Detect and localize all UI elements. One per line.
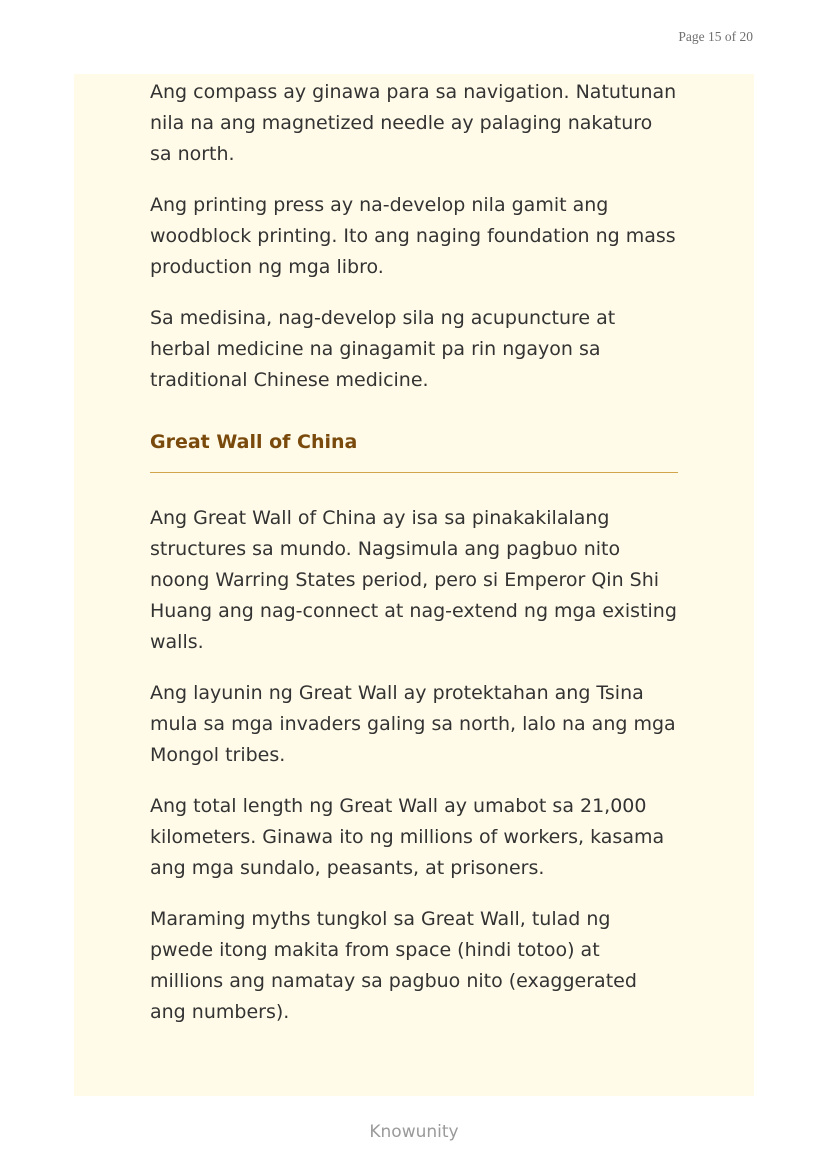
paragraph-great-wall-myths: Maraming myths tungkol sa Great Wall, tulad ng pwede itong makita from space (hindi totoo) at millions ang namatay sa pagbuo nito (exaggerated ang numbers). [150,908,637,1023]
footer-brand: Knowunity [369,1122,459,1142]
paragraph-great-wall-length: Ang total length ng Great Wall ay umabot sa 21,000 kilometers. Ginawa ito ng millions of workers, kasama ang mga sundalo, peasants, at prisoners. [150,795,665,879]
paragraph-compass: Ang compass ay ginawa para sa navigation. Natutunan nila na ang magnetized needle ay palaging nakaturo sa north. [150,81,677,165]
page-number: Page 15 of 20 [678,29,753,44]
paragraph-medicine: Sa medisina, nag-develop sila ng acupuncture at herbal medicine na ginagamit pa rin ngayon sa traditional Chinese medicine. [150,307,616,391]
section-heading-great-wall: Great Wall of China [150,427,678,473]
paragraph-great-wall-purpose: Ang layunin ng Great Wall ay protektahan ang Tsina mula sa mga invaders galing sa north, lalo na ang mga Mongol tribes. [150,682,676,766]
content-panel [74,74,754,1096]
paragraph-great-wall-intro: Ang Great Wall of China ay isa sa pinakakilalang structures sa mundo. Nagsimula ang pagbuo nito noong Warring States period, pero si Emperor Qin Shi Huang ang nag-connect at nag-extend ng mga existing walls. [150,507,677,653]
paragraph-printing-press: Ang printing press ay na-develop nila gamit ang woodblock printing. Ito ang naging foundation ng mass production ng mga libro. [150,194,676,278]
content-body [150,77,678,1048]
